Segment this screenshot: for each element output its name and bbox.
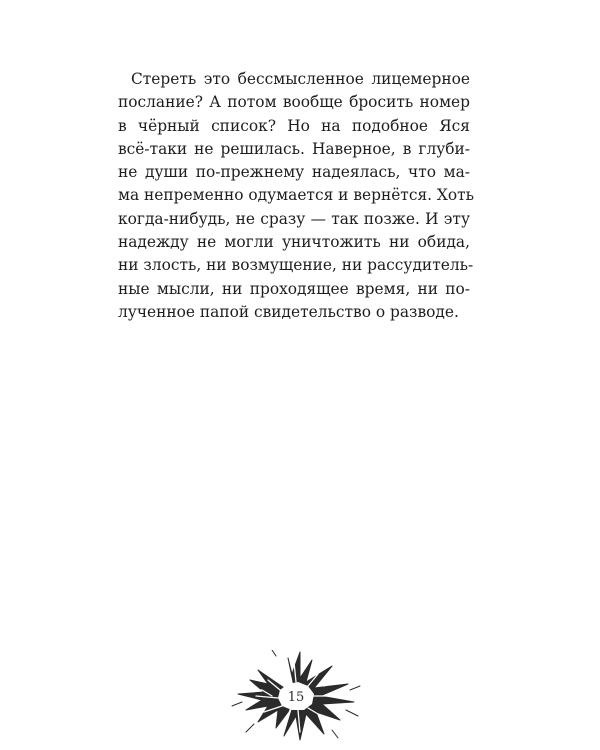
paragraph-line: послание? А потом вообще бросить номер (118, 93, 470, 112)
paragraph-line: в чёрный список? Но на подобное Яся (118, 116, 470, 135)
paragraph-line: когда-нибудь, не сразу — так позже. И эту (118, 209, 470, 228)
paragraph-line: ма непременно одумается и вернётся. Хоть (118, 186, 475, 205)
paragraph-line: надежду не могли уничтожить ни обида, (118, 233, 470, 252)
paragraph-line: лученное папой свидетельство о разводе. (118, 302, 459, 321)
paragraph-line: всё-таки не решилась. Наверное, в глуби- (118, 139, 470, 158)
paragraph-line: Стереть это бессмысленное лицемерное (131, 70, 470, 88)
paragraph-line: ные мысли, ни проходящее время, ни по- (118, 279, 470, 298)
paragraph-line: ни злость, ни возмущение, ни рассудитель- (118, 256, 474, 275)
paragraph (118, 68, 475, 324)
page-number-badge (228, 650, 364, 742)
paragraph-line: не души по-прежнему надеялась, что ма- (118, 163, 470, 182)
page-number: 15 (287, 690, 305, 705)
